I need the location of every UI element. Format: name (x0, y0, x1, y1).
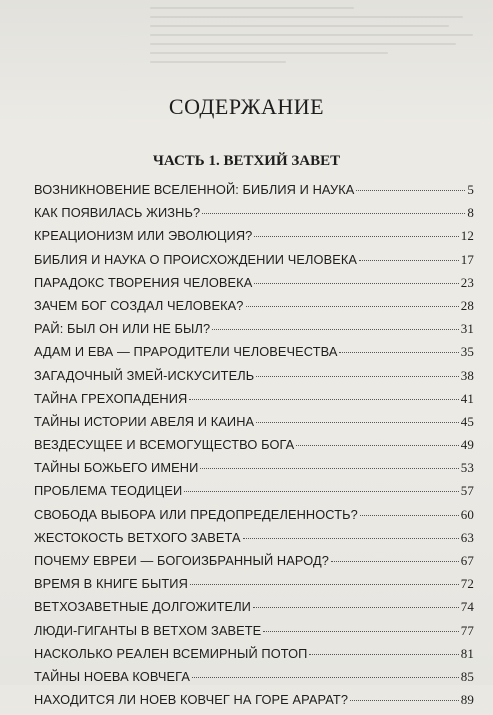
toc-entry (34, 669, 474, 692)
toc-entry-page: 5 (467, 182, 474, 197)
toc-entry-title: АДАМ И ЕВА — ПРАРОДИТЕЛИ ЧЕЛОВЕЧЕСТВА (34, 344, 338, 360)
dot-leader (246, 306, 459, 307)
dot-leader (243, 538, 459, 539)
toc-entry-page: 45 (460, 413, 474, 429)
toc-entry (34, 599, 474, 622)
dot-leader (189, 399, 458, 400)
toc-entry-title: БИБЛИЯ И НАУКА О ПРОИСХОЖДЕНИИ ЧЕЛОВЕКА (34, 251, 358, 267)
dot-leader (190, 584, 459, 585)
dot-leader (254, 283, 458, 284)
toc-entry-page: 28 (460, 297, 474, 313)
toc-entry (34, 460, 474, 483)
toc-entry-page: 74 (460, 599, 474, 615)
dot-leader (360, 515, 459, 516)
toc-entry-page: 8 (467, 205, 474, 221)
toc-entry (34, 391, 474, 414)
dot-leader (359, 260, 459, 261)
dot-leader (256, 376, 459, 377)
toc-entry-title: ВЕТХОЗАВЕТНЫЕ ДОЛГОЖИТЕЛИ (34, 599, 251, 615)
toc-entry-title: ВОЗНИКНОВЕНИЕ ВСЕЛЕННОЙ: БИБЛИЯ И НАУКА (34, 182, 355, 197)
toc-entry (34, 553, 474, 576)
toc-entry-title: ВРЕМЯ В КНИГЕ БЫТИЯ (34, 576, 188, 592)
dot-leader (184, 491, 459, 492)
toc-entry (34, 576, 474, 599)
toc-entry (34, 646, 474, 669)
toc-entry-title: РАЙ: БЫЛ ОН ИЛИ НЕ БЫЛ? (34, 321, 211, 337)
toc-entry (34, 692, 474, 715)
toc-entry-title: ПАРАДОКС ТВОРЕНИЯ ЧЕЛОВЕКА (34, 274, 253, 290)
dot-leader (350, 700, 459, 701)
table-of-contents (34, 182, 474, 715)
part-title: ЧАСТЬ 1. ВЕТХИЙ ЗАВЕТ (152, 153, 341, 169)
dot-leader (339, 352, 458, 353)
toc-entry (34, 507, 474, 530)
bleed-through-text (150, 0, 490, 100)
toc-entry (34, 275, 474, 298)
toc-entry-page: 49 (460, 437, 474, 453)
toc-entry-title: ПРОБЛЕМА ТЕОДИЦЕИ (34, 483, 183, 499)
toc-entry-title: ВЕЗДЕСУЩЕЕ И ВСЕМОГУЩЕСТВО БОГА (34, 437, 295, 453)
toc-entry (34, 437, 474, 460)
toc-entry-page: 17 (460, 251, 474, 267)
toc-entry-page: 23 (460, 274, 474, 290)
dot-leader (212, 329, 459, 330)
toc-entry-title: НАХОДИТСЯ ЛИ НОЕВ КОВЧЕГ НА ГОРЕ АРАРАТ? (34, 692, 349, 708)
toc-entry-page: 89 (460, 692, 474, 708)
toc-entry-title: ЛЮДИ-ГИГАНТЫ В ВЕТХОМ ЗАВЕТЕ (34, 622, 262, 638)
toc-entry-title: ЗАЧЕМ БОГ СОЗДАЛ ЧЕЛОВЕКА? (34, 297, 244, 313)
dot-leader (356, 190, 465, 191)
toc-entry-page: 57 (460, 483, 474, 499)
toc-entry-title: ТАЙНЫ НОЕВА КОВЧЕГА (34, 668, 190, 684)
toc-entry (34, 530, 474, 553)
toc-entry-page: 38 (460, 367, 474, 383)
toc-entry (34, 483, 474, 506)
toc-entry-title: НАСКОЛЬКО РЕАЛЕН ВСЕМИРНЫЙ ПОТОП (34, 645, 308, 661)
toc-entry-title: ПОЧЕМУ ЕВРЕИ — БОГОИЗБРАННЫЙ НАРОД? (34, 553, 329, 568)
toc-entry-page: 67 (460, 553, 474, 568)
toc-entry-title: ЖЕСТОКОСТЬ ВЕТХОГО ЗАВЕТА (34, 529, 241, 545)
toc-entry-page: 63 (460, 529, 474, 545)
toc-entry-title: ЗАГАДОЧНЫЙ ЗМЕЙ-ИСКУСИТЕЛЬ (34, 367, 255, 383)
toc-entry (34, 182, 474, 205)
toc-entry-page: 60 (460, 506, 474, 522)
toc-entry (34, 344, 474, 367)
toc-entry (34, 321, 474, 344)
toc-entry-page: 41 (460, 390, 474, 406)
toc-entry-title: КАК ПОЯВИЛАСЬ ЖИЗНЬ? (34, 205, 201, 221)
dot-leader (256, 422, 459, 423)
toc-entry-page: 35 (460, 344, 474, 360)
toc-entry-page: 31 (460, 321, 474, 337)
toc-entry (34, 368, 474, 391)
toc-entry-title: ТАЙНЫ БОЖЬЕГО ИМЕНИ (34, 460, 199, 476)
dot-leader (202, 213, 465, 214)
dot-leader (192, 677, 459, 678)
dot-leader (331, 561, 459, 562)
toc-entry-page: 72 (460, 576, 474, 592)
dot-leader (263, 631, 458, 632)
contents-heading: СОДЕРЖАНИЕ (168, 94, 325, 119)
dot-leader (254, 236, 458, 237)
toc-entry-page: 77 (460, 622, 474, 638)
toc-entry-title: СВОБОДА ВЫБОРА ИЛИ ПРЕДОПРЕДЕЛЕННОСТЬ? (34, 506, 358, 522)
dot-leader (253, 607, 459, 608)
toc-entry-page: 12 (460, 228, 474, 244)
toc-entry-title: ТАЙНЫ ИСТОРИИ АВЕЛЯ И КАИНА (34, 413, 255, 429)
dot-leader (296, 445, 458, 446)
toc-entry-page: 85 (460, 668, 474, 684)
toc-entry (34, 205, 474, 228)
dot-leader (200, 468, 458, 469)
toc-entry (34, 623, 474, 646)
toc-entry-page: 53 (460, 460, 474, 476)
dot-leader (309, 654, 458, 655)
toc-entry (34, 298, 474, 321)
toc-entry (34, 252, 474, 275)
toc-entry-title: ТАЙНА ГРЕХОПАДЕНИЯ (34, 390, 188, 406)
toc-entry (34, 228, 474, 251)
toc-entry-title: КРЕАЦИОНИЗМ ИЛИ ЭВОЛЮЦИЯ? (34, 228, 253, 244)
toc-entry-page: 81 (460, 645, 474, 661)
toc-entry (34, 414, 474, 437)
